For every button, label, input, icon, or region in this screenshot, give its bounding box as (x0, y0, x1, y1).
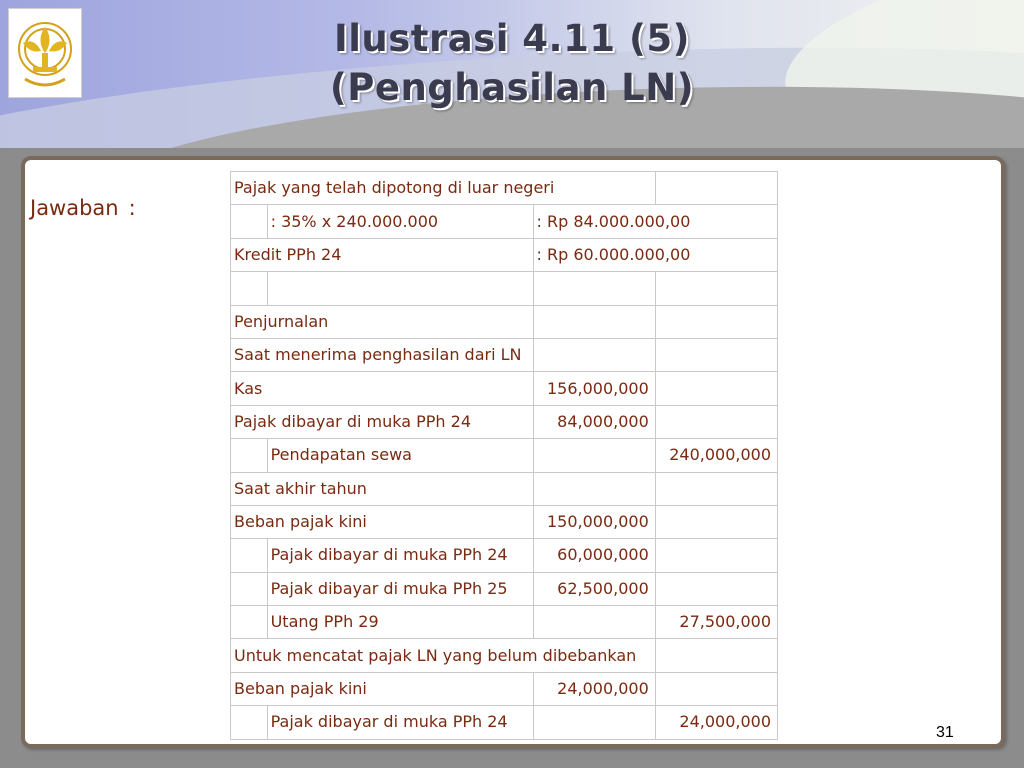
table-cell (655, 372, 777, 405)
table-row (231, 606, 778, 639)
answer-label (30, 196, 136, 220)
account-cell: Utang PPh 29 (267, 606, 533, 639)
table-cell (533, 706, 655, 739)
credit-cell: 24,000,000 (655, 706, 777, 739)
section-heading-cell: Pajak yang telah dipotong di luar negeri (231, 172, 656, 205)
table-cell (231, 539, 268, 572)
table-row (231, 172, 778, 205)
table-row (231, 405, 778, 438)
table-cell (231, 205, 268, 238)
table-cell (231, 706, 268, 739)
account-cell: Pajak dibayar di muka PPh 24 (267, 706, 533, 739)
table-cell (533, 606, 655, 639)
table-row (231, 439, 778, 472)
debit-cell: 156,000,000 (533, 372, 655, 405)
section-heading-cell: Untuk mencatat pajak LN yang belum dibebankan (231, 639, 656, 672)
debit-cell: 150,000,000 (533, 505, 655, 538)
table-cell (655, 472, 777, 505)
table-row (231, 305, 778, 338)
slide-title-line1: Ilustrasi 4.11 (5) (333, 17, 691, 60)
table-cell (655, 539, 777, 572)
table-cell (533, 439, 655, 472)
table-cell (655, 305, 777, 338)
table-row (231, 272, 778, 305)
account-cell: Pendapatan sewa (267, 439, 533, 472)
table-cell (231, 439, 268, 472)
table-cell (655, 272, 777, 305)
page-number: 31 (936, 724, 954, 741)
account-cell: Pajak dibayar di muka PPh 24 (267, 539, 533, 572)
amount-cell: : Rp 60.000.000,00 (533, 238, 777, 271)
table-cell (533, 472, 655, 505)
table-row (231, 505, 778, 538)
table-row (231, 639, 778, 672)
table-cell (655, 672, 777, 705)
table-cell (267, 272, 533, 305)
table-row (231, 706, 778, 739)
table-cell (655, 338, 777, 371)
debit-cell: 62,500,000 (533, 572, 655, 605)
table-cell (533, 272, 655, 305)
account-cell: Beban pajak kini (231, 672, 534, 705)
table-cell (655, 505, 777, 538)
table-cell (231, 572, 268, 605)
account-cell: Pajak dibayar di muka PPh 25 (267, 572, 533, 605)
table-row (231, 472, 778, 505)
university-emblem-icon (9, 9, 81, 97)
slide-title (240, 14, 784, 112)
description-cell: Saat menerima penghasilan dari LN (231, 338, 534, 371)
table-row (231, 672, 778, 705)
debit-cell: 24,000,000 (533, 672, 655, 705)
table-row (231, 338, 778, 371)
table-cell (231, 606, 268, 639)
university-logo (8, 8, 82, 98)
answer-label-text: Jawaban (30, 196, 119, 220)
table-cell (533, 305, 655, 338)
answer-label-colon: : (128, 196, 136, 220)
account-cell: Beban pajak kini (231, 505, 534, 538)
table-cell (655, 172, 777, 205)
description-cell: : 35% x 240.000.000 (267, 205, 533, 238)
account-cell: Pajak dibayar di muka PPh 24 (231, 405, 534, 438)
table-row (231, 238, 778, 271)
description-cell: Kredit PPh 24 (231, 238, 534, 271)
table-row (231, 205, 778, 238)
table-cell (231, 272, 268, 305)
table-cell (533, 338, 655, 371)
account-cell: Kas (231, 372, 534, 405)
amount-cell: : Rp 84.000.000,00 (533, 205, 777, 238)
table-cell (655, 405, 777, 438)
description-cell: Penjurnalan (231, 305, 534, 338)
slide-title-line2: (Penghasilan LN) (329, 66, 695, 109)
journal-table (230, 171, 778, 740)
debit-cell: 84,000,000 (533, 405, 655, 438)
description-cell: Saat akhir tahun (231, 472, 534, 505)
debit-cell: 60,000,000 (533, 539, 655, 572)
table-row (231, 572, 778, 605)
table-row (231, 539, 778, 572)
table-cell (655, 639, 777, 672)
credit-cell: 240,000,000 (655, 439, 777, 472)
journal-table-body (231, 172, 778, 740)
table-cell (655, 572, 777, 605)
table-row (231, 372, 778, 405)
credit-cell: 27,500,000 (655, 606, 777, 639)
